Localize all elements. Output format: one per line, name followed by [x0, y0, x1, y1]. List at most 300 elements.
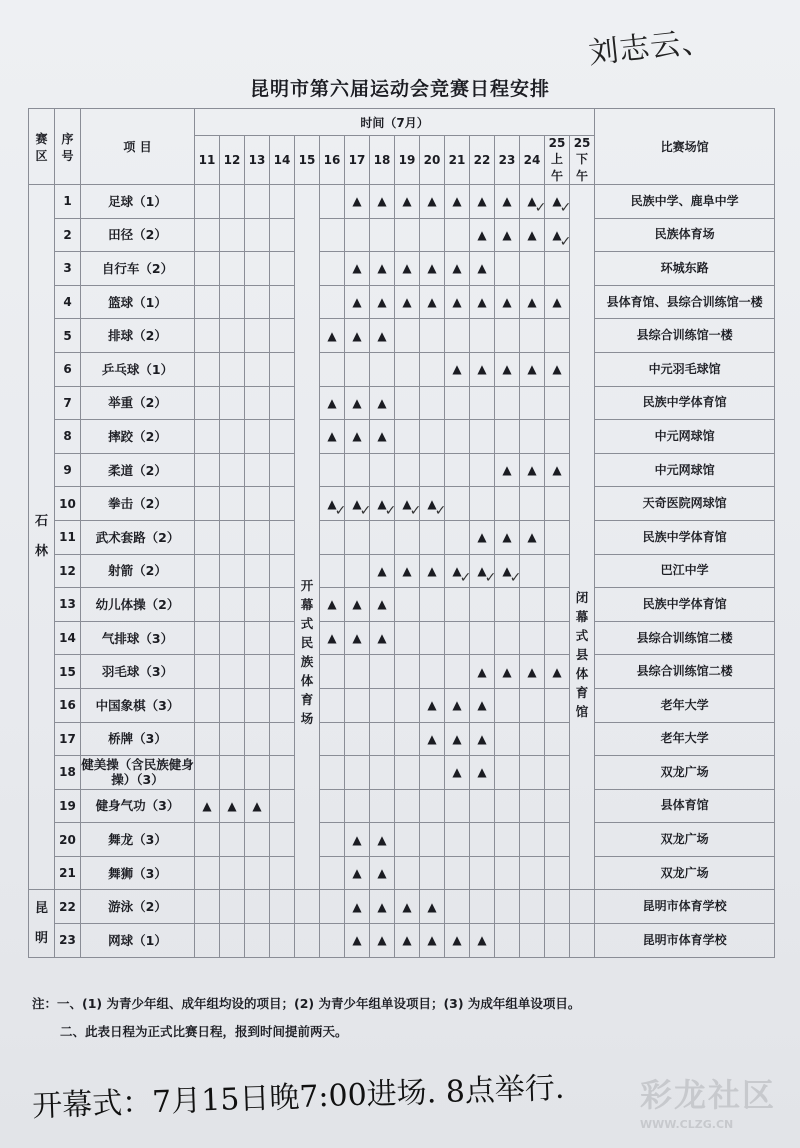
schedule-cell [345, 319, 370, 353]
schedule-cell [395, 252, 420, 286]
schedule-cell [495, 554, 520, 588]
venue-name: 县综合训练馆一楼 [595, 319, 775, 353]
competition-marker: ▲ [452, 362, 462, 377]
table-row [29, 756, 775, 790]
schedule-cell [345, 688, 370, 722]
competition-marker: ▲ [377, 866, 387, 881]
handwritten-check-icon: ✓ [484, 569, 497, 586]
competition-marker: ▲ [377, 261, 387, 276]
area-cell: 昆 明 [29, 890, 55, 957]
schedule-cell [195, 386, 220, 420]
event-name: 舞龙（3） [81, 823, 195, 857]
schedule-cell [470, 386, 495, 420]
schedule-cell [345, 924, 370, 958]
schedule-cell [370, 655, 395, 689]
schedule-cell [320, 823, 345, 857]
schedule-cell [245, 487, 270, 521]
schedule-cell [545, 285, 570, 319]
competition-marker: ▲ [377, 328, 387, 343]
venue-name: 县综合训练馆二楼 [595, 655, 775, 689]
schedule-cell [370, 588, 395, 622]
schedule-cell [195, 352, 220, 386]
schedule-cell [220, 185, 245, 219]
table-row [29, 823, 775, 857]
schedule-cell [320, 588, 345, 622]
event-name: 中国象棋（3） [81, 688, 195, 722]
schedule-cell [545, 655, 570, 689]
schedule-cell [420, 386, 445, 420]
schedule-cell [195, 588, 220, 622]
schedule-cell [345, 352, 370, 386]
schedule-cell [395, 453, 420, 487]
header-event: 项 目 [81, 109, 195, 185]
event-name: 拳击（2） [81, 487, 195, 521]
schedule-cell [270, 252, 295, 286]
competition-marker: ▲ [327, 395, 337, 410]
schedule-cell [470, 319, 495, 353]
schedule-cell [370, 520, 395, 554]
schedule-cell [270, 588, 295, 622]
schedule-cell [370, 924, 395, 958]
table-row [29, 386, 775, 420]
competition-marker: ▲ [477, 227, 487, 242]
competition-marker: ▲ [377, 631, 387, 646]
schedule-cell [445, 890, 470, 924]
row-number: 12 [55, 554, 81, 588]
day-header: 25 上 午 [545, 136, 570, 185]
schedule-cell [445, 453, 470, 487]
schedule-cell [470, 890, 495, 924]
schedule-cell [470, 420, 495, 454]
competition-marker: ▲ [377, 295, 387, 310]
schedule-cell [470, 722, 495, 756]
competition-marker: ▲ [377, 563, 387, 578]
handwritten-note: 开幕式：7月15日晚7:00进场. 8点举行. [31, 1070, 565, 1125]
schedule-cell [520, 285, 545, 319]
schedule-cell [245, 688, 270, 722]
handwritten-check-icon: ✓ [409, 502, 422, 519]
event-name: 射箭（2） [81, 554, 195, 588]
schedule-cell [320, 185, 345, 219]
schedule-cell [395, 588, 420, 622]
venue-name: 中元网球馆 [595, 453, 775, 487]
schedule-cell [345, 185, 370, 219]
day-header: 24 [520, 136, 545, 185]
competition-marker: ▲ [477, 933, 487, 948]
schedule-cell [395, 218, 420, 252]
schedule-cell [345, 789, 370, 823]
competition-marker: ▲ [402, 933, 412, 948]
schedule-cell [495, 756, 520, 790]
competition-marker: ▲ [477, 563, 487, 578]
row-number: 16 [55, 688, 81, 722]
day-header: 11 [195, 136, 220, 185]
competition-marker: ▲ [452, 933, 462, 948]
competition-marker: ▲ [427, 261, 437, 276]
schedule-cell [370, 722, 395, 756]
schedule-cell [470, 655, 495, 689]
schedule-cell [420, 856, 445, 890]
competition-marker: ▲ [477, 530, 487, 545]
schedule-cell [470, 621, 495, 655]
schedule-cell [370, 688, 395, 722]
event-name: 网球（1） [81, 924, 195, 958]
table-row [29, 890, 775, 924]
table-row [29, 252, 775, 286]
competition-marker: ▲ [502, 295, 512, 310]
schedule-cell [370, 185, 395, 219]
schedule-cell [220, 588, 245, 622]
event-name: 摔跤（2） [81, 420, 195, 454]
competition-marker: ▲ [427, 295, 437, 310]
schedule-cell [395, 756, 420, 790]
schedule-cell [245, 823, 270, 857]
schedule-cell [345, 285, 370, 319]
schedule-cell [470, 924, 495, 958]
schedule-cell [320, 789, 345, 823]
schedule-cell [220, 856, 245, 890]
event-name: 田径（2） [81, 218, 195, 252]
competition-marker: ▲ [402, 194, 412, 209]
row-number: 11 [55, 520, 81, 554]
schedule-cell [395, 823, 420, 857]
competition-marker: ▲ [352, 395, 362, 410]
schedule-cell [195, 722, 220, 756]
competition-marker: ▲ [327, 328, 337, 343]
competition-marker: ▲ [377, 496, 387, 511]
schedule-cell [420, 554, 445, 588]
schedule-cell [220, 352, 245, 386]
schedule-cell [420, 285, 445, 319]
schedule-cell [470, 487, 495, 521]
competition-marker: ▲ [402, 563, 412, 578]
competition-marker: ▲ [477, 261, 487, 276]
schedule-cell [345, 554, 370, 588]
schedule-cell [245, 890, 270, 924]
page-title: 昆明市第六届运动会竞赛日程安排 [249, 78, 550, 100]
venue-name: 巴江中学 [595, 554, 775, 588]
competition-marker: ▲ [477, 731, 487, 746]
schedule-cell [245, 756, 270, 790]
schedule-cell [545, 319, 570, 353]
schedule-cell [545, 487, 570, 521]
schedule-cell [520, 655, 545, 689]
schedule-cell [320, 688, 345, 722]
schedule-cell [420, 420, 445, 454]
schedule-cell [420, 185, 445, 219]
competition-marker: ▲ [377, 933, 387, 948]
schedule-cell [345, 856, 370, 890]
schedule-cell [395, 856, 420, 890]
schedule-cell [545, 823, 570, 857]
table-row [29, 420, 775, 454]
schedule-cell [245, 185, 270, 219]
schedule-cell [220, 554, 245, 588]
header-venue: 比赛场馆 [595, 109, 775, 185]
schedule-cell [220, 756, 245, 790]
schedule-cell [445, 756, 470, 790]
schedule-cell [545, 856, 570, 890]
schedule-cell [370, 756, 395, 790]
schedule-cell [545, 756, 570, 790]
competition-marker: ▲ [377, 395, 387, 410]
schedule-cell [495, 655, 520, 689]
schedule-cell [470, 185, 495, 219]
schedule-cell [320, 453, 345, 487]
schedule-cell [320, 924, 345, 958]
schedule-cell [470, 856, 495, 890]
schedule-cell [220, 487, 245, 521]
competition-marker: ▲ [427, 698, 437, 713]
schedule-cell [370, 621, 395, 655]
row-number: 8 [55, 420, 81, 454]
schedule-cell [270, 722, 295, 756]
competition-marker: ▲ [377, 194, 387, 209]
competition-marker: ▲ [427, 563, 437, 578]
schedule-cell [270, 453, 295, 487]
event-name: 柔道（2） [81, 453, 195, 487]
schedule-cell [520, 621, 545, 655]
schedule-cell [345, 890, 370, 924]
schedule-cell [420, 756, 445, 790]
schedule-cell [320, 621, 345, 655]
venue-name: 双龙广场 [595, 756, 775, 790]
schedule-cell [420, 252, 445, 286]
schedule-cell [445, 352, 470, 386]
schedule-cell [520, 554, 545, 588]
day-header: 21 [445, 136, 470, 185]
schedule-cell [520, 823, 545, 857]
competition-marker: ▲ [502, 463, 512, 478]
schedule-cell [245, 285, 270, 319]
event-name: 桥牌（3） [81, 722, 195, 756]
schedule-cell [345, 252, 370, 286]
schedule-cell [445, 856, 470, 890]
day-header: 12 [220, 136, 245, 185]
schedule-cell [470, 520, 495, 554]
schedule-cell [195, 924, 220, 958]
competition-marker: ▲ [427, 731, 437, 746]
schedule-cell [520, 386, 545, 420]
competition-marker: ▲ [452, 765, 462, 780]
row-number: 18 [55, 756, 81, 790]
handwritten-check-icon: ✓ [434, 502, 447, 519]
schedule-cell [445, 789, 470, 823]
venue-name: 民族中学体育馆 [595, 386, 775, 420]
schedule-cell [220, 924, 245, 958]
schedule-cell [370, 319, 395, 353]
schedule-cell [320, 756, 345, 790]
schedule-cell [245, 352, 270, 386]
schedule-cell [470, 789, 495, 823]
schedule-cell [420, 722, 445, 756]
schedule-cell [295, 890, 320, 924]
schedule-cell [395, 520, 420, 554]
competition-marker: ▲ [227, 798, 237, 813]
schedule-cell [520, 722, 545, 756]
competition-marker: ▲ [377, 899, 387, 914]
schedule-cell [345, 588, 370, 622]
day-header: 19 [395, 136, 420, 185]
competition-marker: ▲ [402, 261, 412, 276]
note-2: 二、此表日程为正式比赛日程，报到时间提前两天。 [60, 1024, 348, 1039]
schedule-cell [345, 621, 370, 655]
schedule-cell [445, 924, 470, 958]
schedule-cell [445, 588, 470, 622]
schedule-cell [270, 386, 295, 420]
competition-marker: ▲ [352, 866, 362, 881]
competition-marker: ▲ [352, 933, 362, 948]
schedule-cell [370, 823, 395, 857]
venue-name: 昆明市体育学校 [595, 924, 775, 958]
event-name: 举重（2） [81, 386, 195, 420]
schedule-cell [320, 722, 345, 756]
venue-name: 民族体育场 [595, 218, 775, 252]
note-1: 注：一、(1) 为青少年组、成年组均设的项目；(2) 为青少年组单设项目；(3) 为成年组单设项目。 [32, 996, 581, 1011]
venue-name: 中元网球馆 [595, 420, 775, 454]
competition-marker: ▲ [352, 194, 362, 209]
schedule-cell [495, 319, 520, 353]
competition-marker: ▲ [402, 496, 412, 511]
event-name: 健身气功（3） [81, 789, 195, 823]
event-name: 自行车（2） [81, 252, 195, 286]
schedule-cell [420, 621, 445, 655]
schedule-cell [420, 924, 445, 958]
venue-name: 民族中学、鹿阜中学 [595, 185, 775, 219]
competition-marker: ▲ [527, 530, 537, 545]
competition-marker: ▲ [377, 597, 387, 612]
event-name: 足球（1） [81, 185, 195, 219]
day-header: 16 [320, 136, 345, 185]
competition-marker: ▲ [502, 563, 512, 578]
venue-name: 县综合训练馆二楼 [595, 621, 775, 655]
schedule-cell [295, 924, 320, 958]
schedule-cell [370, 420, 395, 454]
schedule-cell [370, 252, 395, 286]
schedule-cell [420, 352, 445, 386]
table-row [29, 319, 775, 353]
event-name: 幼儿体操（2） [81, 588, 195, 622]
row-number: 23 [55, 924, 81, 958]
schedule-cell [470, 285, 495, 319]
schedule-cell [445, 688, 470, 722]
handwritten-check-icon: ✓ [559, 200, 572, 217]
competition-marker: ▲ [452, 698, 462, 713]
schedule-cell [245, 319, 270, 353]
schedule-cell [445, 823, 470, 857]
schedule-cell [195, 621, 220, 655]
day-header: 14 [270, 136, 295, 185]
day-header: 25 下 午 [570, 136, 595, 185]
schedule-cell [370, 285, 395, 319]
schedule-cell [445, 319, 470, 353]
schedule-cell [270, 319, 295, 353]
schedule-cell [220, 823, 245, 857]
schedule-cell [445, 185, 470, 219]
schedule-cell [395, 352, 420, 386]
schedule-cell [570, 890, 595, 924]
schedule-cell [245, 924, 270, 958]
schedule-cell [245, 554, 270, 588]
schedule-cell [495, 252, 520, 286]
schedule-cell [470, 352, 495, 386]
competition-marker: ▲ [477, 362, 487, 377]
handwritten-check-icon: ✓ [334, 502, 347, 519]
schedule-cell [270, 756, 295, 790]
row-number: 3 [55, 252, 81, 286]
schedule-cell [270, 185, 295, 219]
schedule-cell [220, 252, 245, 286]
schedule-cell [395, 890, 420, 924]
competition-marker: ▲ [452, 563, 462, 578]
schedule-cell [245, 252, 270, 286]
schedule-cell [320, 285, 345, 319]
competition-marker: ▲ [352, 631, 362, 646]
table-row [29, 352, 775, 386]
schedule-cell [520, 487, 545, 521]
row-number: 6 [55, 352, 81, 386]
schedule-cell [395, 487, 420, 521]
schedule-cell [395, 554, 420, 588]
schedule-cell [520, 218, 545, 252]
schedule-cell [320, 252, 345, 286]
schedule-cell [320, 487, 345, 521]
competition-marker: ▲ [327, 631, 337, 646]
day-header: 23 [495, 136, 520, 185]
schedule-cell [445, 252, 470, 286]
schedule-cell [270, 856, 295, 890]
schedule-cell [520, 185, 545, 219]
schedule-cell [370, 386, 395, 420]
schedule-cell [370, 856, 395, 890]
schedule-cell [520, 453, 545, 487]
schedule-cell [495, 722, 520, 756]
competition-marker: ▲ [327, 429, 337, 444]
schedule-cell [195, 319, 220, 353]
schedule-cell [545, 789, 570, 823]
schedule-cell [220, 319, 245, 353]
schedule-cell [495, 688, 520, 722]
schedule-cell [470, 588, 495, 622]
competition-marker: ▲ [352, 429, 362, 444]
event-name: 排球（2） [81, 319, 195, 353]
row-number: 22 [55, 890, 81, 924]
schedule-cell [420, 218, 445, 252]
schedule-cell [545, 621, 570, 655]
competition-marker: ▲ [527, 295, 537, 310]
schedule-cell [195, 823, 220, 857]
schedule-cell [370, 218, 395, 252]
event-name: 舞狮（3） [81, 856, 195, 890]
schedule-cell [420, 688, 445, 722]
competition-marker: ▲ [352, 261, 362, 276]
schedule-cell [545, 924, 570, 958]
schedule-table [28, 108, 775, 958]
schedule-cell [245, 420, 270, 454]
schedule-cell [495, 520, 520, 554]
venue-name: 老年大学 [595, 722, 775, 756]
day-header: 22 [470, 136, 495, 185]
schedule-cell [495, 856, 520, 890]
competition-marker: ▲ [477, 664, 487, 679]
venue-name: 中元羽毛球馆 [595, 352, 775, 386]
schedule-cell [520, 319, 545, 353]
schedule-cell [195, 688, 220, 722]
schedule-cell [545, 420, 570, 454]
row-number: 21 [55, 856, 81, 890]
competition-marker: ▲ [527, 463, 537, 478]
schedule-cell [195, 453, 220, 487]
